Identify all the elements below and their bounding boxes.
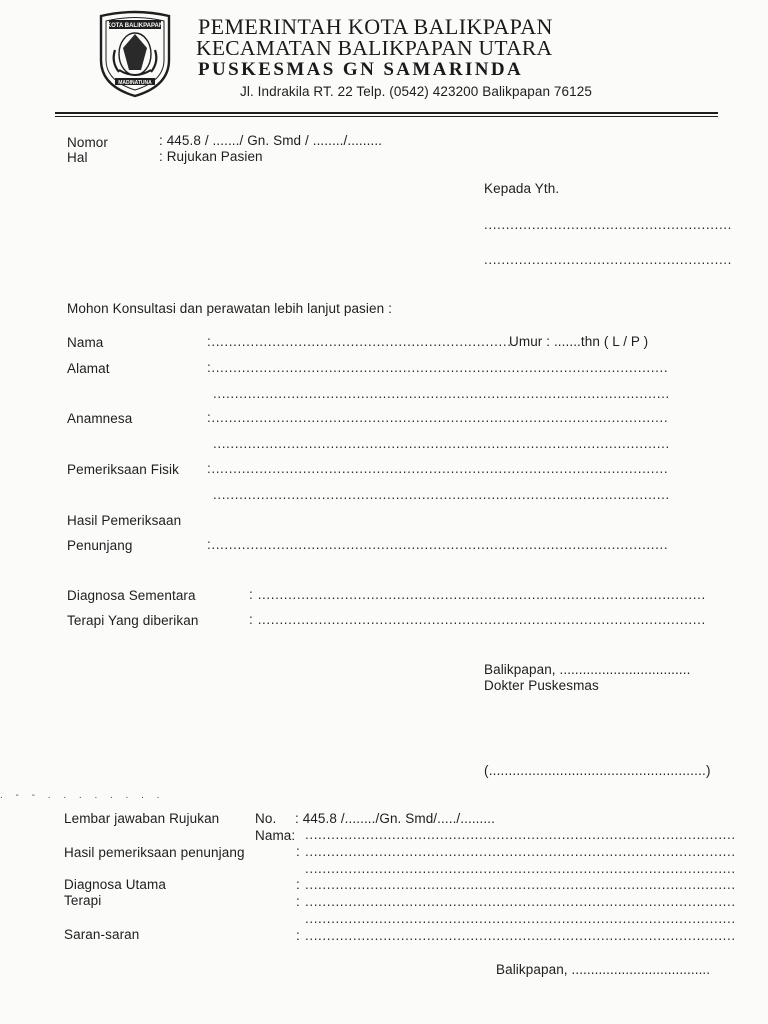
- logo-top-text: KOTA BALIKPAPAN: [106, 23, 164, 29]
- nomor-label: Nomor: [67, 135, 109, 150]
- nama-field: :.....................................................................: [207, 334, 512, 349]
- reply-closing-place-date: Balikpapan, ....................................: [496, 962, 711, 977]
- pemeriksaan-fisik-label: Pemeriksaan Fisik: [67, 462, 179, 477]
- addressee-line-2: .........................................................: [484, 252, 732, 267]
- diagnosa-sementara-label: Diagnosa Sementara: [67, 588, 196, 603]
- anamnesa-label: Anamnesa: [67, 411, 133, 426]
- letterhead-government-line: PEMERINTAH KOTA BALIKPAPAN: [198, 14, 553, 39]
- reply-saran-field: ...................................................................................................: [305, 928, 736, 943]
- letterhead-address: Jl. Indrakila RT. 22 Telp. (0542) 423200 Balikpapan 76125: [240, 84, 592, 99]
- anamnesa-field-2: .........................................................................................................: [213, 436, 670, 451]
- hal-label: Hal: [67, 150, 88, 165]
- reply-nama-label: Nama:: [255, 828, 296, 843]
- pemeriksaan-fisik-field-1: :.........................................................................................................: [207, 461, 669, 476]
- nomor-value: : 445.8 / ......./ Gn. Smd / ......../.........: [159, 133, 383, 148]
- umur-gender-field: Umur : .......thn ( L / P ): [509, 334, 649, 349]
- terapi-field: : .......................................................................................................: [249, 612, 706, 627]
- reply-terapi-field-2: ...................................................................................................: [305, 911, 736, 926]
- diagnosa-sementara-field: : .......................................................................................................: [249, 587, 706, 602]
- terapi-label: Terapi Yang diberikan: [67, 613, 199, 628]
- reply-slip-title: Lembar jawaban Rujukan: [64, 811, 220, 826]
- reply-terapi-field-1: ...................................................................................................: [305, 894, 736, 909]
- reply-terapi-colon: :: [296, 894, 300, 909]
- reply-hasil-label: Hasil pemeriksaan penunjang: [64, 845, 245, 860]
- signature-name-line: (.......................................................): [484, 763, 711, 778]
- penunjang-label: Penunjang: [67, 538, 133, 553]
- alamat-label: Alamat: [67, 361, 110, 376]
- reply-nama-field: ...................................................................................................: [305, 827, 736, 842]
- alamat-field-1: :.........................................................................................................: [207, 360, 669, 375]
- reply-hasil-field-1: ...................................................................................................: [305, 844, 736, 859]
- signature-place-date: Balikpapan, ..................................: [484, 662, 691, 677]
- letterhead-rule-thick: [55, 112, 718, 114]
- letterhead-clinic-name: PUSKESMAS GN SAMARINDA: [198, 59, 524, 80]
- letterhead-rule-thin: [55, 116, 718, 117]
- addressee-line-1: .........................................................: [484, 217, 732, 232]
- reply-saran-label: Saran-saran: [64, 927, 140, 942]
- hal-value: : Rujukan Pasien: [159, 149, 263, 164]
- reply-saran-colon: :: [296, 928, 300, 943]
- reply-terapi-label: Terapi: [64, 893, 102, 908]
- reply-diagnosa-label: Diagnosa Utama: [64, 877, 166, 892]
- penunjang-field: :.........................................................................................................: [207, 537, 669, 552]
- reply-diagnosa-field: ...................................................................................................: [305, 877, 736, 892]
- reply-hasil-colon: :: [296, 844, 300, 859]
- consultation-intro: Mohon Konsultasi dan perawatan lebih lanjut pasien :: [67, 301, 392, 316]
- hasil-pemeriksaan-label: Hasil Pemeriksaan: [67, 513, 182, 528]
- logo-bottom-text: MADINATUNA: [118, 80, 152, 86]
- nama-label: Nama: [67, 335, 104, 350]
- reply-no-label: No.: [255, 811, 277, 826]
- city-emblem-logo: [95, 10, 175, 98]
- letterhead-district-line: KECAMATAN BALIKPAPAN UTARA: [196, 36, 553, 60]
- reply-hasil-field-2: ...................................................................................................: [305, 861, 736, 876]
- tear-off-cut-line: . - - . . . . . . . .: [0, 790, 165, 801]
- reply-no-value: : 445.8 /......../Gn. Smd/...../.........: [295, 811, 495, 826]
- addressee-greeting: Kepada Yth.: [484, 181, 560, 196]
- alamat-field-2: .........................................................................................................: [213, 386, 670, 401]
- signature-role: Dokter Puskesmas: [484, 678, 599, 693]
- pemeriksaan-fisik-field-2: .........................................................................................................: [213, 487, 670, 502]
- reply-diagnosa-colon: :: [296, 877, 300, 892]
- anamnesa-field-1: :.........................................................................................................: [207, 410, 669, 425]
